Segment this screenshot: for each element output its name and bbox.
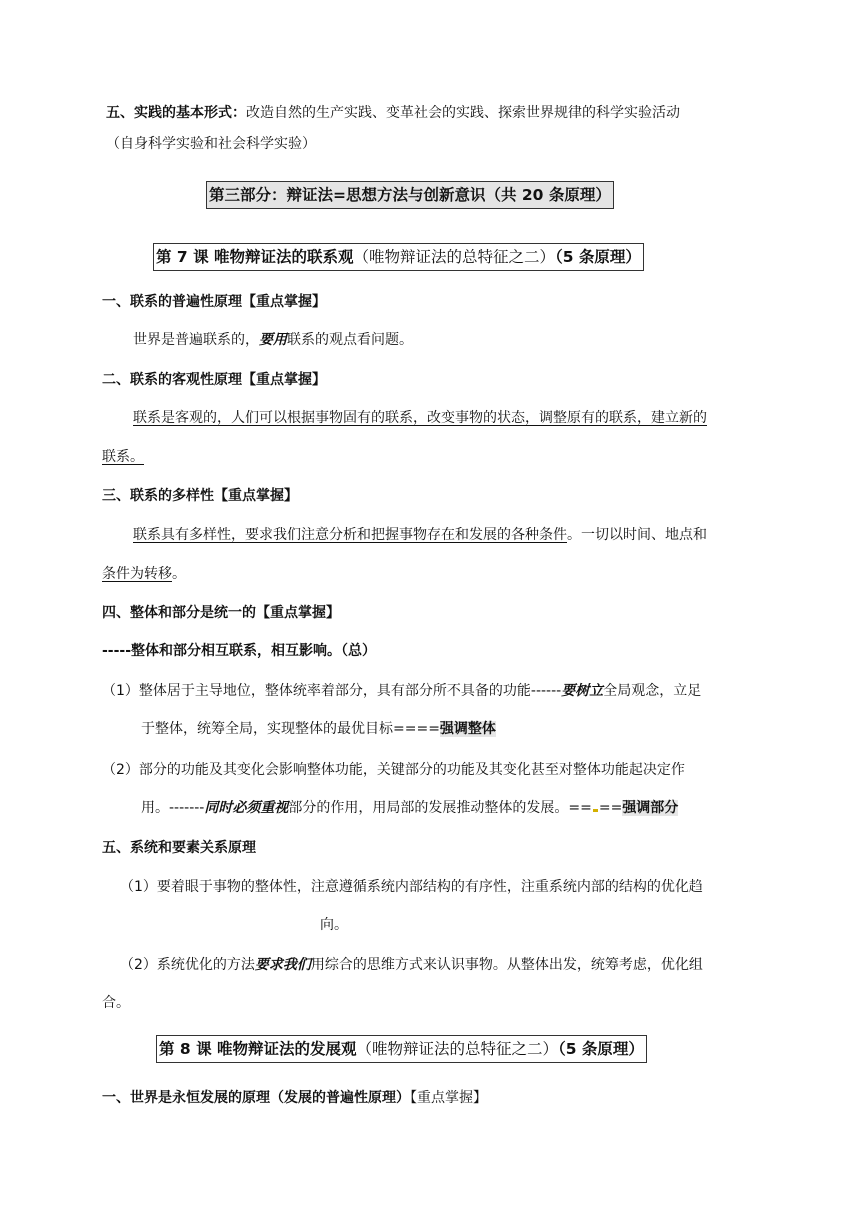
- highlight-text: 强调整体: [439, 721, 496, 737]
- lesson7-title-count: （5 条原理）: [555, 248, 641, 266]
- section-subheading: -----整体和部分相互联系，相互影响。（总）: [102, 643, 377, 659]
- lesson7-title-sub: （唯物辩证法的总特征之二）: [353, 248, 555, 266]
- emphasis: 要树立: [561, 683, 604, 699]
- highlight-text: 强调部分: [622, 800, 679, 816]
- paragraph: 世界是普遍联系的，要用联系的观点看问题。: [133, 332, 413, 348]
- section-heading: 一、联系的普遍性原理【重点掌握】: [102, 294, 326, 310]
- list-item: （2）系统优化的方法要求我们用综合的思维方式来认识事物。从整体出发，统筹考虑，优化组: [120, 957, 703, 973]
- section-heading: 三、联系的多样性【重点掌握】: [102, 488, 298, 504]
- lesson8-title-count: （5 条原理）: [558, 1040, 644, 1058]
- paragraph: 条件为转移。: [102, 566, 186, 582]
- list-item: （1）整体居于主导地位，整体统率着部分，具有部分所不具备的功能------要树立全局观念，立足: [102, 683, 702, 699]
- lesson8-title-sub: （唯物辩证法的总特征之二）: [356, 1040, 558, 1058]
- paragraph-underlined: 联系。: [102, 449, 144, 465]
- practice-forms-title: 五、实践的基本形式：: [106, 105, 246, 121]
- part3-title: 第三部分：辩证法=思想方法与创新意识（共 20 条原理）: [206, 181, 614, 209]
- section-heading: 一、世界是永恒发展的原理（发展的普遍性原理）【重点掌握】: [102, 1090, 487, 1106]
- list-item-continuation: 于整体，统筹全局，实现整体的最优目标====强调整体: [141, 721, 496, 737]
- emphasis: 同时必须重视: [204, 800, 289, 816]
- practice-forms-line: [106, 103, 680, 123]
- list-item: （1）要着眼于事物的整体性，注意遵循系统内部结构的有序性，注重系统内部的结构的优化趋: [120, 879, 703, 895]
- lesson8-title: [156, 1035, 647, 1063]
- section-heading: 二、联系的客观性原理【重点掌握】: [102, 372, 326, 388]
- list-item: （2）部分的功能及其变化会影响整体功能，关键部分的功能及其变化甚至对整体功能起决定作: [102, 762, 685, 778]
- practice-forms-line2: （自身科学实验和社会科学实验）: [106, 136, 316, 152]
- paragraph: 联系具有多样性，要求我们注意分析和把握事物存在和发展的各种条件。一切以时间、地点和: [133, 527, 707, 543]
- lesson7-title-main: 第 7 课 唯物辩证法的联系观: [156, 248, 354, 266]
- section-heading: 五、系统和要素关系原理: [102, 840, 256, 856]
- emphasis: 要用: [259, 332, 287, 348]
- list-item-continuation: 用。-------同时必须重视部分的作用，用局部的发展推动整体的发展。== ==强调部分: [141, 800, 679, 816]
- list-item-continuation: 向。: [320, 917, 348, 933]
- practice-forms-content: 改造自然的生产实践、变革社会的实践、探索世界规律的科学实验活动: [246, 105, 680, 121]
- list-item-continuation: 合。: [102, 995, 130, 1011]
- section-heading: 四、整体和部分是统一的【重点掌握】: [102, 605, 340, 621]
- paragraph-underlined: 联系是客观的，人们可以根据事物固有的联系，改变事物的状态，调整原有的联系，建立新的: [133, 410, 707, 426]
- highlight-mark: [593, 809, 598, 812]
- emphasis: 要求我们: [254, 957, 311, 973]
- lesson8-title-main: 第 8 课 唯物辩证法的发展观: [159, 1040, 357, 1058]
- lesson7-title: [153, 243, 644, 271]
